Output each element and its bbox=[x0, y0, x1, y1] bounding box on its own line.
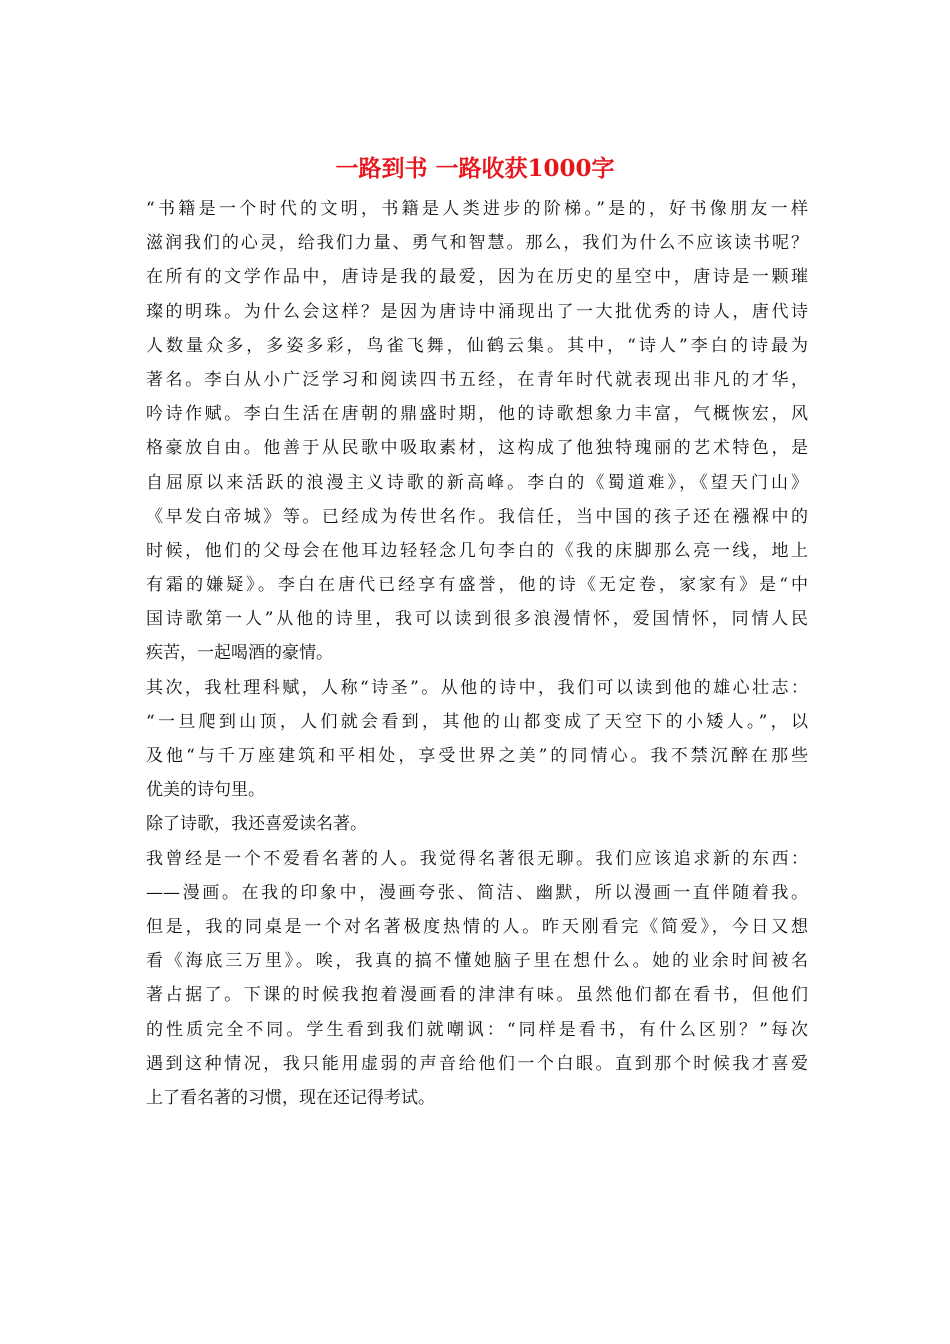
text-line: 除了诗歌，我还喜爱读名著。 bbox=[146, 814, 367, 835]
text-line: 滋润我们的心灵，给我们力量、勇气和智慧。那么，我们为什么不应该读书呢？ bbox=[146, 233, 808, 254]
document-title: 一路到书 一路收获1000字 bbox=[335, 155, 615, 182]
text-line: “一旦爬到山顶，人们就会看到，其他的山都变成了天空下的小矮人。”，以 bbox=[146, 711, 808, 732]
text-line: 我曾经是一个不爱看名著的人。我觉得名著很无聊。我们应该追求新的东西： bbox=[146, 848, 808, 869]
text-line: 其次，我杜理科赋，人称“诗圣”。从他的诗中，我们可以读到他的雄心壮志： bbox=[146, 677, 808, 698]
text-line: 时候，他们的父母会在他耳边轻轻念几句李白的《我的床脚那么亮一线，地上 bbox=[146, 540, 808, 561]
text-line: 看《海底三万里》。唉，我真的搞不懂她脑子里在想什么。她的业余时间被名 bbox=[146, 951, 808, 972]
text-line: 《早发白帝城》等。已经成为传世名作。我信任，当中国的孩子还在襁褓中的 bbox=[146, 506, 808, 527]
text-line: 有霜的嫌疑》。李白在唐代已经享有盛誉，他的诗《无定卷，家家有》是“中 bbox=[146, 575, 808, 596]
text-line: 优美的诗句里。 bbox=[146, 780, 265, 801]
text-line: 璨的明珠。为什么会这样？是因为唐诗中涌现出了一大批优秀的诗人，唐代诗 bbox=[146, 301, 808, 322]
text-line: 上了看名著的习惯，现在还记得考试。 bbox=[146, 1087, 435, 1108]
text-line: 自屈原以来活跃的浪漫主义诗歌的新高峰。李白的《蜀道难》，《望天门山》 bbox=[146, 472, 808, 493]
text-line: 遇到这种情况，我只能用虚弱的声音给他们一个白眼。直到那个时候我才喜爱 bbox=[146, 1053, 808, 1074]
text-line: 疾苦，一起喝酒的豪情。 bbox=[146, 643, 333, 664]
text-line: 的性质完全不同。学生看到我们就嘲讽：“同样是看书，有什么区别？”每次 bbox=[146, 1019, 808, 1040]
text-line: “书籍是一个时代的文明，书籍是人类进步的阶梯。”是的，好书像朋友一样 bbox=[146, 199, 808, 219]
text-line: ——漫画。在我的印象中，漫画夸张、简洁、幽默，所以漫画一直伴随着我。 bbox=[146, 882, 808, 903]
text-line: 格豪放自由。他善于从民歌中吸取素材，这构成了他独特瑰丽的艺术特色，是 bbox=[146, 438, 808, 459]
text-line: 在所有的文学作品中，唐诗是我的最爱，因为在历史的星空中，唐诗是一颗璀 bbox=[146, 267, 808, 288]
text-line: 及他“与千万座建筑和平相处，享受世界之美”的同情心。我不禁沉醉在那些 bbox=[146, 746, 808, 766]
text-line: 著名。李白从小广泛学习和阅读四书五经，在青年时代就表现出非凡的才华， bbox=[146, 369, 808, 390]
document-body bbox=[146, 192, 808, 1115]
text-line: 人数量众多，多姿多彩，鸟雀飞舞，仙鹤云集。其中，“诗人”李白的诗最为 bbox=[146, 335, 808, 356]
text-line: 国诗歌第一人”从他的诗里，我可以读到很多浪漫情怀，爱国情怀，同情人民 bbox=[146, 609, 808, 630]
text-line: 但是，我的同桌是一个对名著极度热情的人。昨天刚看完《简爱》，今日又想 bbox=[146, 916, 808, 937]
text-line: 吟诗作赋。李白生活在唐朝的鼎盛时期，他的诗歌想象力丰富，气概恢宏，风 bbox=[146, 404, 808, 425]
text-line: 著占据了。下课的时候我抱着漫画看的津津有味。虽然他们都在看书，但他们 bbox=[146, 985, 808, 1006]
